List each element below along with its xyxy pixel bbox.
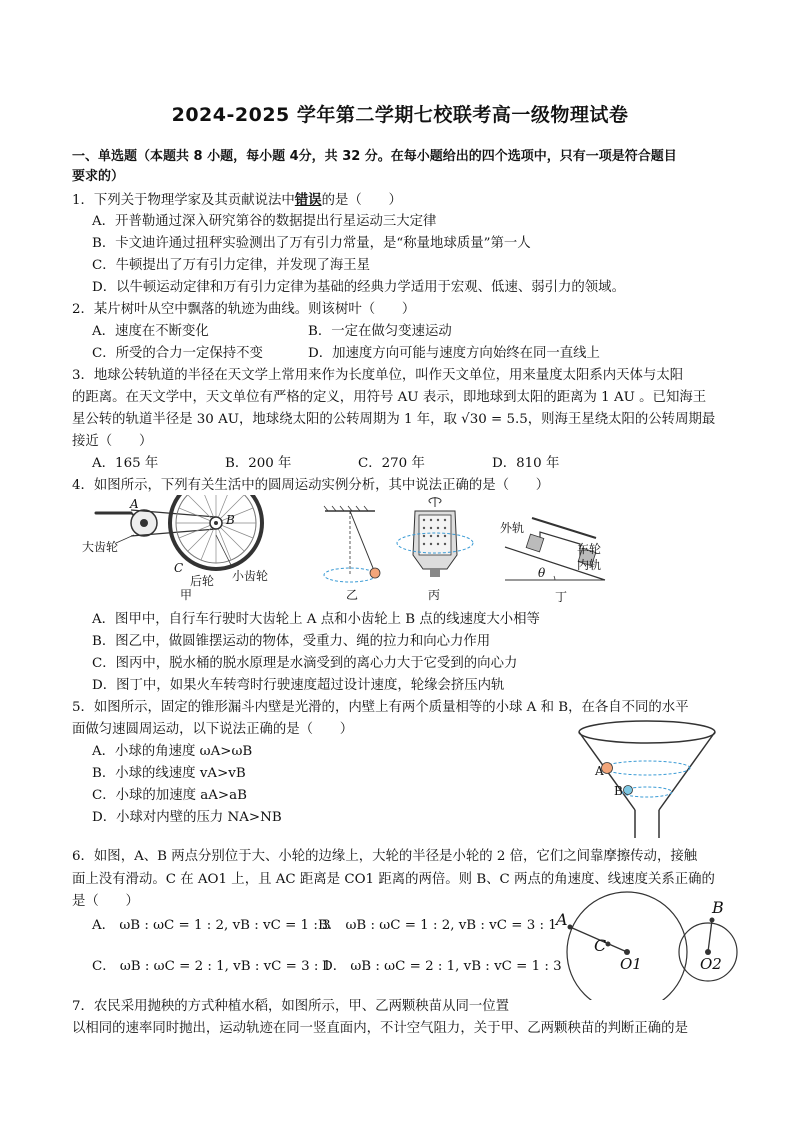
emphasis-word: 错误 xyxy=(294,192,322,208)
question-6-line1: 6．如图，A、B 两点分别位于大、小轮的边缘上，大轮的半径是小轮的 2 倍，它们之间靠摩擦传动，接触 xyxy=(72,849,698,864)
label-point-b: B xyxy=(226,513,235,527)
wheel-label-a: A xyxy=(556,910,568,929)
question-3-line2: 的距离。在天文学中，天文单位有严格的定义，用符号 AU 表示，即地球到太阳的距离为 1 AU 。已知海王 xyxy=(72,390,707,405)
q5-option-d: D．小球对内壁的压力 NA>NB xyxy=(92,810,282,825)
exam-title: 2024-2025 学年第二学期七校联考高一级物理试卷 xyxy=(171,104,629,126)
label-theta: θ xyxy=(538,566,546,580)
section-heading: 一、单选题（本题共 8 小题，每小题 4分，共 32 分。在每小题给出的四个选项中，只有一项是符合题目 xyxy=(72,149,677,164)
label-inner-rail: 内轨 xyxy=(577,558,602,572)
q5-option-c: C．小球的加速度 aA>aB xyxy=(92,788,247,803)
q1-option-b: B．卡文迪许通过扭秤实验测出了万有引力常量，是“称量地球质量”第一人 xyxy=(92,236,531,251)
funnel-label-b: B xyxy=(614,784,623,798)
label-jia: 甲 xyxy=(180,588,193,602)
q5-option-a: A．小球的角速度 ωA>ωB xyxy=(92,744,253,759)
question-6-line3: 是（ ） xyxy=(72,894,139,909)
q2-option-b: B．一定在做匀变速运动 xyxy=(308,324,452,339)
label-bing: 丙 xyxy=(428,588,441,602)
funnel-figure xyxy=(575,718,720,840)
label-wheel: 车轮 xyxy=(577,542,602,556)
question-6-line2: 面上没有滑动。C 在 AO1 上，且 AC 距离是 CO1 距离的两倍。则 B、C 两点的角速度、线速度关系正确的 xyxy=(72,872,715,887)
label-rear-wheel: 后轮 xyxy=(190,574,215,588)
wheel-label-o1: O1 xyxy=(620,955,642,973)
label-ding: 丁 xyxy=(555,590,568,604)
q1-option-a: A．开普勒通过深入研究第谷的数据提出行星运动三大定律 xyxy=(92,214,437,229)
q6-option-a: A． ωB : ωC = 1 : 2, vB : vC = 1 : 3 xyxy=(92,918,331,933)
question-3-line3: 星公转的轨道半径是 30 AU，地球绕太阳的公转周期为 1 年，取 √30 = 5.5，则海王星绕太阳的公转周期最 xyxy=(72,412,716,427)
question-5-line1: 5．如图所示，固定的锥形漏斗内壁是光滑的，内壁上有两个质量相等的小球 A 和 B，在各自不同的水平 xyxy=(72,700,689,715)
question-2-stem: 2．某片树叶从空中飘落的轨迹为曲线。则该树叶（ ） xyxy=(72,302,416,317)
question-3-line1: 3．地球公转轨道的半径在天文学上常用来作为长度单位，叫作天文单位，用来量度太阳系内天体与太阳 xyxy=(72,368,684,383)
wheel-label-c: C xyxy=(594,936,607,955)
q3-option-c: C．270 年 xyxy=(358,456,425,471)
label-yi: 乙 xyxy=(346,588,359,602)
question-7-line2: 以相同的速率同时抛出，运动轨迹在同一竖直面内，不计空气阻力，关于甲、乙两颗秧苗的判断正确的是 xyxy=(72,1021,688,1036)
q2-option-d: D．加速度方向可能与速度方向始终在同一直线上 xyxy=(308,346,600,361)
q4-option-c: C．图丙中，脱水桶的脱水原理是水滴受到的离心力大于它受到的向心力 xyxy=(92,656,518,671)
q3-option-d: D．810 年 xyxy=(492,456,560,471)
q3-option-b: B．200 年 xyxy=(225,456,292,471)
question-7-line1: 7．农民采用抛秧的方式种植水稻，如图所示，甲、乙两颗秧苗从同一位置 xyxy=(72,999,510,1014)
q3-option-a: A．165 年 xyxy=(92,456,159,471)
label-big-gear: 大齿轮 xyxy=(82,540,119,554)
q1-option-d: D．以牛顿运动定律和万有引力定律为基础的经典力学适用于宏观、低速、弱引力的领域。 xyxy=(92,280,625,295)
label-point-a: A xyxy=(130,497,139,511)
label-point-c: C xyxy=(174,561,184,575)
conical-pendulum-figure xyxy=(310,505,400,590)
spin-dryer-figure xyxy=(395,497,475,587)
q2-option-a: A．速度在不断变化 xyxy=(92,324,209,339)
q4-option-a: A．图甲中，自行车行驶时大齿轮上 A 点和小齿轮上 B 点的线速度大小相等 xyxy=(92,612,540,627)
q5-option-b: B．小球的线速度 vA>vB xyxy=(92,766,246,781)
q6-option-c: C． ωB : ωC = 2 : 1, vB : vC = 3 : 1 xyxy=(92,959,332,974)
q2-option-c: C．所受的合力一定保持不变 xyxy=(92,346,263,361)
q4-option-d: D．图丁中，如果火车转弯时行驶速度超过设计速度，轮缘会挤压内轨 xyxy=(92,678,505,693)
question-5-line2: 面做匀速圆周运动，以下说法正确的是（ ） xyxy=(72,722,354,737)
label-small-gear: 小齿轮 xyxy=(232,569,269,583)
q4-option-b: B．图乙中，做圆锥摆运动的物体，受重力、绳的拉力和向心力作用 xyxy=(92,634,491,649)
wheel-label-o2: O2 xyxy=(700,955,722,973)
q1-option-c: C．牛顿提出了万有引力定律，并发现了海王星 xyxy=(92,258,371,273)
question-4-stem: 4．如图所示，下列有关生活中的圆周运动实例分析，其中说法正确的是（ ） xyxy=(72,478,550,493)
q6-option-b: B． ωB : ωC = 1 : 2, vB : vC = 3 : 1 xyxy=(318,918,557,933)
question-3-line4: 接近（ ） xyxy=(72,434,153,449)
section-heading-cont: 要求的） xyxy=(72,169,125,184)
question-1-stem: 1．下列关于物理学家及其贡献说法中错误的是（ ） xyxy=(72,192,402,208)
funnel-label-a: A xyxy=(595,764,604,778)
q6-option-d: D． ωB : ωC = 2 : 1, vB : vC = 1 : 3 xyxy=(322,959,562,974)
wheel-label-b: B xyxy=(712,898,724,917)
label-outer-rail: 外轨 xyxy=(500,521,525,535)
